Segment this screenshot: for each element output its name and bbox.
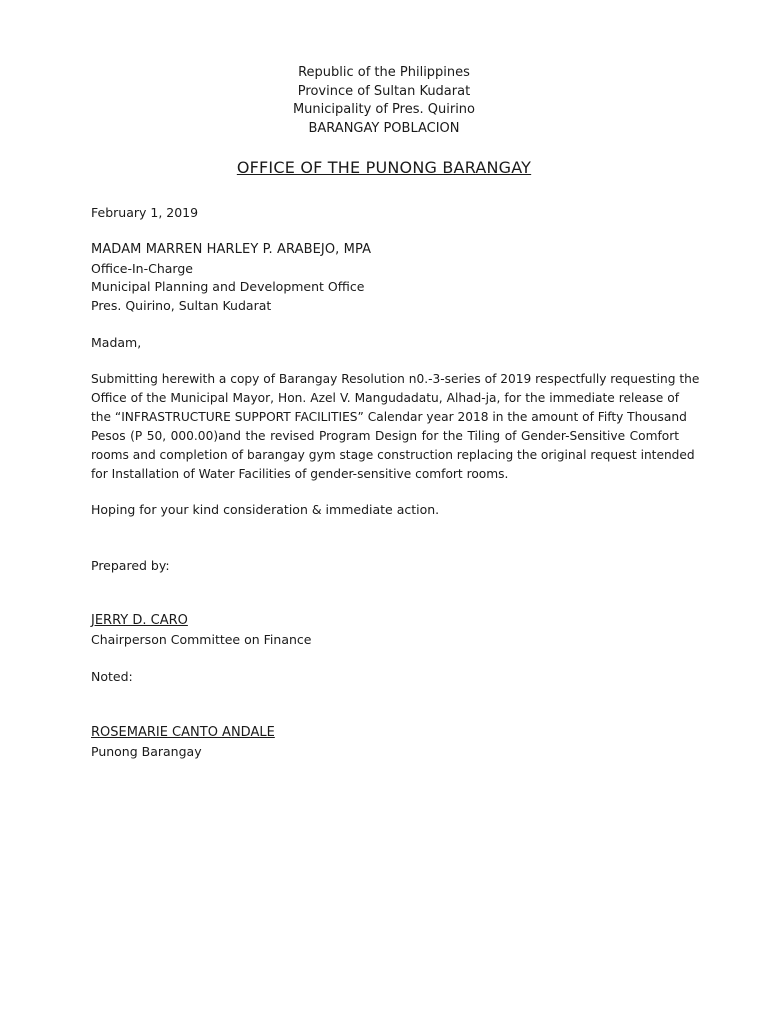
addressee-block	[91, 241, 679, 315]
closing-line: Hoping for your kind consideration & immediate action.	[91, 502, 440, 517]
letter-date: February 1, 2019	[91, 205, 199, 220]
noter-name: ROSEMARIE CANTO ANDALE	[91, 725, 275, 740]
addressee-office: Municipal Planning and Development Office	[91, 279, 365, 294]
noter-title: Punong Barangay	[91, 743, 202, 759]
preparer-name: JERRY D. CARO	[91, 613, 188, 628]
letterhead-municipality: Municipality of Pres. Quirino	[292, 102, 476, 117]
letterhead-country: Republic of the Philippines	[298, 65, 470, 80]
salutation: Madam,	[91, 335, 142, 350]
letterhead-barangay: BARANGAY POBLACION	[308, 120, 460, 136]
noter-signature-block	[91, 724, 679, 761]
body-line: Pesos (P 50, 000.00)and the revised Program Design for the Tiling of Gender-Sensitive Comfort	[91, 429, 679, 443]
body-line: Office of the Municipal Mayor, Hon. Azel V. Mangudadatu, Alhad-ja, for the immediate release of	[91, 391, 679, 405]
office-title: OFFICE OF THE PUNONG BARANGAY	[236, 158, 532, 177]
prepared-by-label: Prepared by:	[91, 558, 170, 573]
body-line: for Installation of Water Facilities of gender-sensitive comfort rooms.	[91, 467, 509, 481]
letterhead-province: Province of Sultan Kudarat	[297, 83, 471, 99]
preparer-title: Chairperson Committee on Finance	[91, 631, 312, 647]
body-line: the “INFRASTRUCTURE SUPPORT FACILITIES” Calendar year 2018 in the amount of Fifty Thousand	[91, 410, 687, 424]
body-paragraph	[91, 370, 700, 484]
preparer-signature-block	[91, 612, 679, 649]
letterhead	[0, 64, 768, 138]
addressee-name: MADAM MARREN HARLEY P. ARABEJO, MPA	[91, 242, 372, 257]
body-line: Submitting herewith a copy of Barangay Resolution n0.-3-series of 2019 respectfully requesting the	[91, 372, 700, 386]
body-line: rooms and completion of barangay gym stage construction replacing the original request intended	[91, 448, 695, 462]
addressee-address: Pres. Quirino, Sultan Kudarat	[91, 297, 272, 313]
addressee-position: Office-In-Charge	[91, 260, 193, 276]
noted-label: Noted:	[91, 669, 133, 684]
